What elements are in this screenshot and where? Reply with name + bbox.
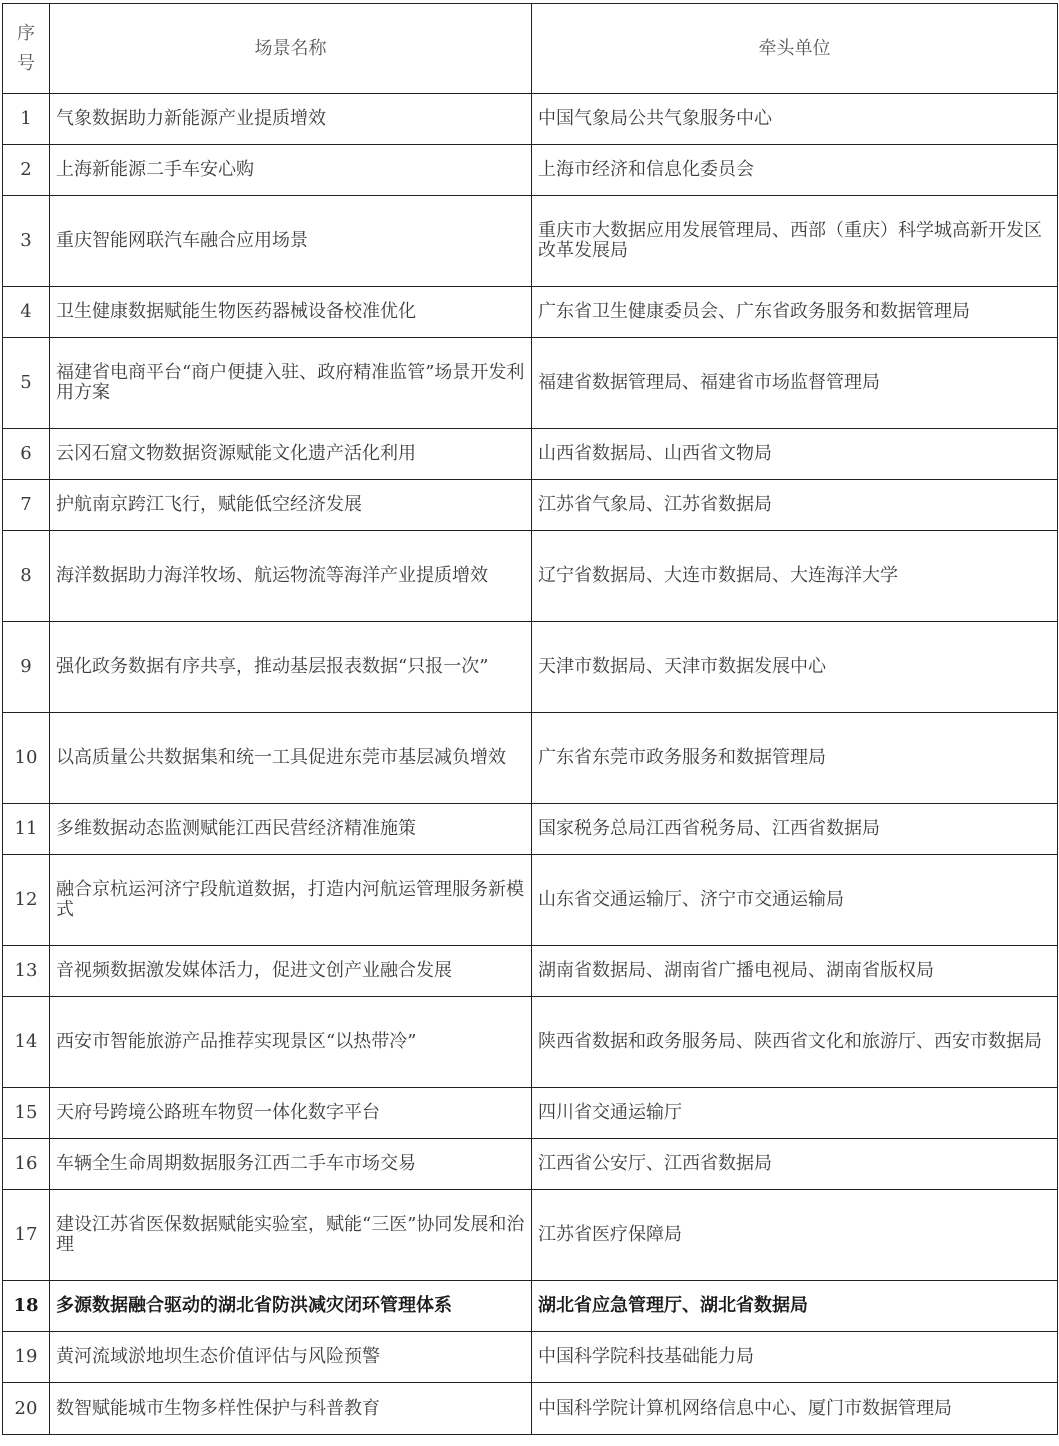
row-scene-name: 海洋数据助力海洋牧场、航运物流等海洋产业提质增效	[50, 531, 532, 622]
row-scene-name: 重庆智能网联汽车融合应用场景	[50, 196, 532, 287]
row-lead-unit: 山西省数据局、山西省文物局	[532, 429, 1058, 480]
row-scene-name: 福建省电商平台“商户便捷入驻、政府精准监管”场景开发利用方案	[50, 338, 532, 429]
row-lead-unit: 中国气象局公共气象服务中心	[532, 94, 1058, 145]
row-seq: 9	[3, 622, 50, 713]
table-row	[3, 94, 1058, 145]
row-seq: 19	[3, 1332, 50, 1383]
row-seq: 15	[3, 1088, 50, 1139]
table-row	[3, 1190, 1058, 1281]
table-row	[3, 145, 1058, 196]
row-lead-unit: 湖北省应急管理厅、湖北省数据局	[532, 1281, 1058, 1332]
table-row	[3, 804, 1058, 855]
table-row	[3, 946, 1058, 997]
table-row	[3, 287, 1058, 338]
row-lead-unit: 国家税务总局江西省税务局、江西省数据局	[532, 804, 1058, 855]
row-seq: 6	[3, 429, 50, 480]
row-seq: 14	[3, 997, 50, 1088]
row-seq: 12	[3, 855, 50, 946]
row-lead-unit: 广东省卫生健康委员会、广东省政务服务和数据管理局	[532, 287, 1058, 338]
row-scene-name: 音视频数据激发媒体活力，促进文创产业融合发展	[50, 946, 532, 997]
scenario-table	[2, 3, 1058, 1435]
row-seq: 8	[3, 531, 50, 622]
table-row	[3, 1383, 1058, 1435]
row-lead-unit: 江苏省气象局、江苏省数据局	[532, 480, 1058, 531]
row-seq: 17	[3, 1190, 50, 1281]
table-row	[3, 1332, 1058, 1383]
row-lead-unit: 广东省东莞市政务服务和数据管理局	[532, 713, 1058, 804]
table-row	[3, 531, 1058, 622]
row-lead-unit: 中国科学院科技基础能力局	[532, 1332, 1058, 1383]
row-scene-name: 多源数据融合驱动的湖北省防洪减灾闭环管理体系	[50, 1281, 532, 1332]
row-seq: 5	[3, 338, 50, 429]
row-scene-name: 天府号跨境公路班车物贸一体化数字平台	[50, 1088, 532, 1139]
table-row	[3, 338, 1058, 429]
row-lead-unit: 江西省公安厅、江西省数据局	[532, 1139, 1058, 1190]
row-lead-unit: 上海市经济和信息化委员会	[532, 145, 1058, 196]
row-scene-name: 建设江苏省医保数据赋能实验室，赋能“三医”协同发展和治理	[50, 1190, 532, 1281]
row-scene-name: 西安市智能旅游产品推荐实现景区“以热带冷”	[50, 997, 532, 1088]
table-row	[3, 997, 1058, 1088]
table-row	[3, 480, 1058, 531]
table-row	[3, 429, 1058, 480]
row-seq: 18	[3, 1281, 50, 1332]
row-scene-name: 气象数据助力新能源产业提质增效	[50, 94, 532, 145]
row-scene-name: 车辆全生命周期数据服务江西二手车市场交易	[50, 1139, 532, 1190]
row-lead-unit: 福建省数据管理局、福建省市场监督管理局	[532, 338, 1058, 429]
row-scene-name: 数智赋能城市生物多样性保护与科普教育	[50, 1383, 532, 1435]
row-seq: 7	[3, 480, 50, 531]
table-row	[3, 622, 1058, 713]
table-row	[3, 1139, 1058, 1190]
row-lead-unit: 重庆市大数据应用发展管理局、西部（重庆）科学城高新开发区改革发展局	[532, 196, 1058, 287]
row-scene-name: 卫生健康数据赋能生物医药器械设备校准优化	[50, 287, 532, 338]
row-seq: 2	[3, 145, 50, 196]
row-scene-name: 云冈石窟文物数据资源赋能文化遗产活化利用	[50, 429, 532, 480]
row-lead-unit: 辽宁省数据局、大连市数据局、大连海洋大学	[532, 531, 1058, 622]
header-seq: 序号	[3, 4, 50, 94]
table-header-row	[3, 4, 1058, 94]
row-lead-unit: 山东省交通运输厅、济宁市交通运输局	[532, 855, 1058, 946]
table-row	[3, 855, 1058, 946]
row-seq: 11	[3, 804, 50, 855]
row-scene-name: 多维数据动态监测赋能江西民营经济精准施策	[50, 804, 532, 855]
row-scene-name: 融合京杭运河济宁段航道数据，打造内河航运管理服务新模式	[50, 855, 532, 946]
header-unit: 牵头单位	[532, 4, 1058, 94]
row-seq: 3	[3, 196, 50, 287]
row-lead-unit: 江苏省医疗保障局	[532, 1190, 1058, 1281]
table-row	[3, 713, 1058, 804]
row-seq: 13	[3, 946, 50, 997]
table-row	[3, 196, 1058, 287]
row-seq: 20	[3, 1383, 50, 1435]
row-scene-name: 黄河流域淤地坝生态价值评估与风险预警	[50, 1332, 532, 1383]
row-lead-unit: 中国科学院计算机网络信息中心、厦门市数据管理局	[532, 1383, 1058, 1435]
row-seq: 10	[3, 713, 50, 804]
row-seq: 4	[3, 287, 50, 338]
row-lead-unit: 四川省交通运输厅	[532, 1088, 1058, 1139]
row-lead-unit: 湖南省数据局、湖南省广播电视局、湖南省版权局	[532, 946, 1058, 997]
row-seq: 1	[3, 94, 50, 145]
row-seq: 16	[3, 1139, 50, 1190]
row-scene-name: 以高质量公共数据集和统一工具促进东莞市基层减负增效	[50, 713, 532, 804]
row-lead-unit: 陕西省数据和政务服务局、陕西省文化和旅游厅、西安市数据局	[532, 997, 1058, 1088]
table-row	[3, 1088, 1058, 1139]
table-row	[3, 1281, 1058, 1332]
row-scene-name: 护航南京跨江飞行，赋能低空经济发展	[50, 480, 532, 531]
row-lead-unit: 天津市数据局、天津市数据发展中心	[532, 622, 1058, 713]
header-name: 场景名称	[50, 4, 532, 94]
row-scene-name: 上海新能源二手车安心购	[50, 145, 532, 196]
row-scene-name: 强化政务数据有序共享，推动基层报表数据“只报一次”	[50, 622, 532, 713]
table-body	[3, 94, 1058, 1435]
